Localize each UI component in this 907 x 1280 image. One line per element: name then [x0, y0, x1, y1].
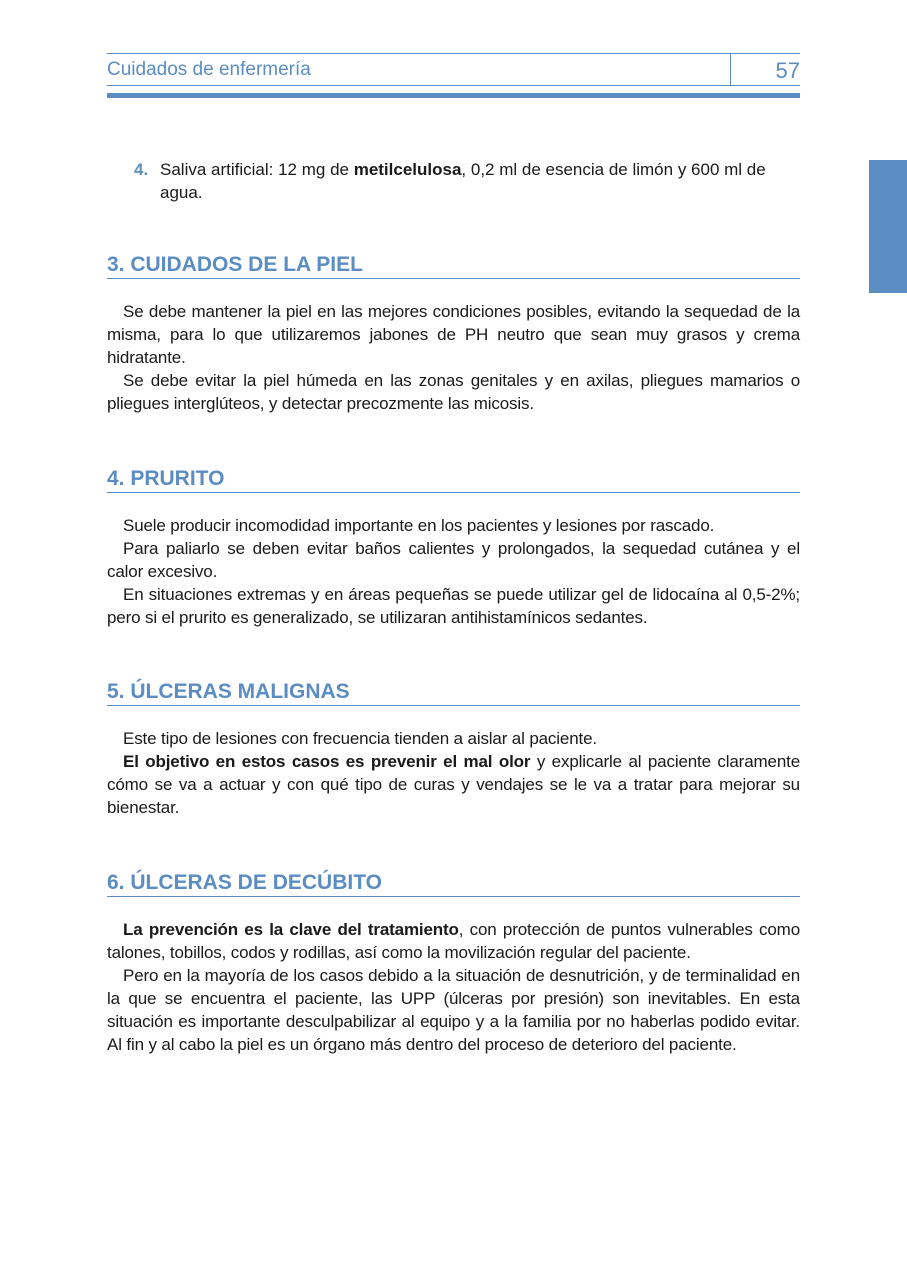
list-bold-text: metilcelulosa	[353, 160, 462, 179]
section-heading: 5. ÚLCERAS MALIGNAS	[107, 679, 800, 706]
section-skin-care	[107, 252, 800, 415]
paragraph: Suele producir incomodidad importante en los pacientes y lesiones por rascado.	[123, 516, 715, 535]
header-top-rule	[107, 53, 800, 54]
header-bottom-rule	[107, 85, 800, 86]
section-heading: 6. ÚLCERAS DE DECÚBITO	[107, 870, 800, 897]
section-heading: 3. CUIDADOS DE LA PIEL	[107, 252, 800, 279]
header-separator	[730, 53, 731, 86]
paragraph: Se debe mantener la piel en las mejores condiciones posibles, evitando la sequedad de la misma, para lo que utilizaremos jabones de PH neutro que sean muy grasos y crema hidratante.	[107, 302, 800, 367]
paragraph: Para paliarlo se deben evitar baños calientes y prolongados, la sequedad cutánea y el calor excesivo.	[107, 539, 800, 581]
header-bar	[107, 93, 800, 98]
chapter-thumb-tab	[869, 160, 907, 293]
section-malignant-ulcers	[107, 679, 800, 819]
section-pruritus	[107, 466, 800, 629]
bold-text: La prevención es la clave del tratamiento	[123, 920, 459, 939]
paragraph	[107, 918, 800, 964]
section-heading: 4. PRURITO	[107, 466, 800, 493]
list-number: 4.	[134, 160, 149, 179]
list-item-4	[107, 158, 800, 204]
list-text: Saliva artificial: 12 mg de	[160, 160, 354, 179]
paragraph: En situaciones extremas y en áreas pequeñas se puede utilizar gel de lidocaína al 0,5-2%; pero si el prurito es generalizado, se utilizaran antihistamínicos sedantes.	[107, 585, 800, 627]
paragraph: Este tipo de lesiones con frecuencia tienden a aislar al paciente.	[123, 729, 597, 748]
bold-text: El objetivo en estos casos es prevenir el mal olor	[123, 752, 531, 771]
paragraph-text: , con protección de puntos vulnerables como talones, tobillos, codos y rodillas, así como la movilización regular del paciente.	[107, 920, 800, 962]
section-pressure-ulcers	[107, 870, 800, 1056]
page-number: 57	[775, 58, 800, 83]
paragraph: Pero en la mayoría de los casos debido a la situación de desnutrición, y de terminalidad en la que se encuentra el paciente, las UPP (úlceras por presión) son inevitables. En esta situación es importante desculpabilizar al equipo y a la familia por no haberlas podido evitar. Al fin y al cabo la piel es un órgano más dentro del proceso de deterioro del paciente.	[107, 966, 800, 1054]
paragraph: Se debe evitar la piel húmeda en las zonas genitales y en axilas, pliegues mamarios o pliegues interglúteos, y detectar precozmente las micosis.	[107, 371, 800, 413]
running-header-title: Cuidados de enfermería	[107, 59, 311, 80]
paragraph-text: y explicarle al paciente claramente cómo se va a actuar y con qué tipo de curas y vendajes se le va a tratar para mejorar su bienestar.	[107, 752, 800, 817]
paragraph	[107, 750, 800, 819]
list-text-after: , 0,2 ml de esencia de limón y 600 ml de agua.	[160, 160, 766, 202]
